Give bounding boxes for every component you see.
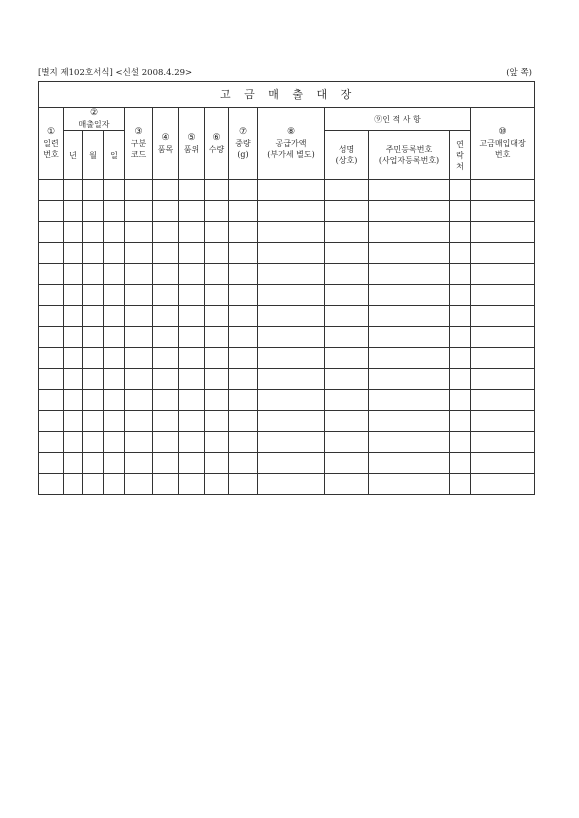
table-cell[interactable] <box>258 306 325 327</box>
table-cell[interactable] <box>450 243 471 264</box>
table-cell[interactable] <box>153 180 179 201</box>
table-cell[interactable] <box>179 201 205 222</box>
table-cell[interactable] <box>471 474 535 495</box>
table-cell[interactable] <box>153 453 179 474</box>
table-cell[interactable] <box>125 327 153 348</box>
table-cell[interactable] <box>64 264 83 285</box>
table-cell[interactable] <box>369 327 450 348</box>
table-cell[interactable] <box>369 264 450 285</box>
table-cell[interactable] <box>64 327 83 348</box>
table-cell[interactable] <box>369 390 450 411</box>
table-cell[interactable] <box>258 432 325 453</box>
table-cell[interactable] <box>39 306 64 327</box>
table-cell[interactable] <box>325 411 369 432</box>
table-cell[interactable] <box>325 222 369 243</box>
table-cell[interactable] <box>125 474 153 495</box>
table-cell[interactable] <box>450 474 471 495</box>
table-cell[interactable] <box>153 222 179 243</box>
ledger-table <box>38 81 535 495</box>
table-cell[interactable] <box>39 201 64 222</box>
table-cell[interactable] <box>369 348 450 369</box>
table-cell[interactable] <box>83 411 104 432</box>
table-cell[interactable] <box>83 348 104 369</box>
table-cell[interactable] <box>450 222 471 243</box>
table-cell[interactable] <box>64 222 83 243</box>
table-cell[interactable] <box>229 411 258 432</box>
table-cell[interactable] <box>325 348 369 369</box>
table-cell[interactable] <box>104 222 125 243</box>
table-cell[interactable] <box>179 411 205 432</box>
table-row <box>39 348 535 369</box>
header-sale-date: ② 매출일자 <box>64 108 125 131</box>
table-cell[interactable] <box>450 180 471 201</box>
table-cell[interactable] <box>83 201 104 222</box>
table-cell[interactable] <box>325 264 369 285</box>
table-cell[interactable] <box>325 201 369 222</box>
table-cell[interactable] <box>205 411 229 432</box>
table-cell[interactable] <box>39 369 64 390</box>
table-cell[interactable] <box>229 201 258 222</box>
table-cell[interactable] <box>325 285 369 306</box>
table-cell[interactable] <box>125 306 153 327</box>
table-cell[interactable] <box>104 453 125 474</box>
table-cell[interactable] <box>39 264 64 285</box>
table-cell[interactable] <box>39 180 64 201</box>
table-cell[interactable] <box>205 306 229 327</box>
table-cell[interactable] <box>153 411 179 432</box>
header-personal-info: ⑨인 적 사 항 <box>325 108 471 131</box>
table-cell[interactable] <box>205 201 229 222</box>
table-cell[interactable] <box>258 222 325 243</box>
table-cell[interactable] <box>205 327 229 348</box>
table-row <box>39 432 535 453</box>
table-cell[interactable] <box>258 369 325 390</box>
table-cell[interactable] <box>125 222 153 243</box>
table-cell[interactable] <box>179 348 205 369</box>
table-cell[interactable] <box>64 201 83 222</box>
table-cell[interactable] <box>179 474 205 495</box>
table-cell[interactable] <box>104 474 125 495</box>
table-cell[interactable] <box>83 474 104 495</box>
header-day: 일 <box>104 131 125 180</box>
table-cell[interactable] <box>153 201 179 222</box>
table-cell[interactable] <box>205 180 229 201</box>
table-cell[interactable] <box>153 243 179 264</box>
table-cell[interactable] <box>258 411 325 432</box>
table-cell[interactable] <box>64 411 83 432</box>
table-cell[interactable] <box>153 369 179 390</box>
table-cell[interactable] <box>125 432 153 453</box>
table-cell[interactable] <box>179 180 205 201</box>
table-cell[interactable] <box>450 306 471 327</box>
table-cell[interactable] <box>471 243 535 264</box>
table-cell[interactable] <box>104 180 125 201</box>
table-cell[interactable] <box>450 348 471 369</box>
table-cell[interactable] <box>325 432 369 453</box>
table-cell[interactable] <box>325 390 369 411</box>
table-cell[interactable] <box>104 201 125 222</box>
header-serial-number: ① 일련 번호 <box>39 108 64 180</box>
table-cell[interactable] <box>205 348 229 369</box>
table-cell[interactable] <box>39 432 64 453</box>
table-row <box>39 285 535 306</box>
table-cell[interactable] <box>205 285 229 306</box>
ledger-body <box>39 180 535 495</box>
table-cell[interactable] <box>258 264 325 285</box>
table-cell[interactable] <box>64 306 83 327</box>
table-cell[interactable] <box>369 222 450 243</box>
table-cell[interactable] <box>83 180 104 201</box>
header-purchase-ledger-number: ⑩ 고금매입대장 번호 <box>471 108 535 180</box>
table-cell[interactable] <box>369 369 450 390</box>
table-cell[interactable] <box>125 369 153 390</box>
table-cell[interactable] <box>179 432 205 453</box>
table-cell[interactable] <box>471 222 535 243</box>
table-cell[interactable] <box>205 264 229 285</box>
table-cell[interactable] <box>229 369 258 390</box>
table-cell[interactable] <box>229 285 258 306</box>
table-cell[interactable] <box>369 243 450 264</box>
table-cell[interactable] <box>179 285 205 306</box>
table-cell[interactable] <box>153 348 179 369</box>
table-cell[interactable] <box>325 369 369 390</box>
page-header <box>38 67 534 79</box>
table-cell[interactable] <box>229 348 258 369</box>
table-cell[interactable] <box>450 201 471 222</box>
table-row <box>39 222 535 243</box>
header-quantity: ⑥ 수량 <box>205 108 229 180</box>
table-cell[interactable] <box>450 390 471 411</box>
table-cell[interactable] <box>104 432 125 453</box>
table-cell[interactable] <box>258 390 325 411</box>
table-row <box>39 327 535 348</box>
table-cell[interactable] <box>258 474 325 495</box>
table-cell[interactable] <box>325 243 369 264</box>
table-cell[interactable] <box>205 222 229 243</box>
table-cell[interactable] <box>83 327 104 348</box>
table-cell[interactable] <box>83 264 104 285</box>
table-cell[interactable] <box>104 327 125 348</box>
header-supply-value: ⑧ 공급가액 (부가세 별도) <box>258 108 325 180</box>
table-cell[interactable] <box>369 411 450 432</box>
table-cell[interactable] <box>258 285 325 306</box>
table-cell[interactable] <box>229 327 258 348</box>
header-name: 성명 (상호) <box>325 131 369 180</box>
page-side-label: (앞 쪽) <box>506 68 532 78</box>
table-row <box>39 474 535 495</box>
table-cell[interactable] <box>83 243 104 264</box>
form-identifier: [별지 제102호서식] <신설 2008.4.29> <box>38 68 193 78</box>
table-cell[interactable] <box>39 348 64 369</box>
table-cell[interactable] <box>153 474 179 495</box>
table-cell[interactable] <box>83 369 104 390</box>
table-cell[interactable] <box>325 180 369 201</box>
table-cell[interactable] <box>258 243 325 264</box>
table-cell[interactable] <box>471 348 535 369</box>
table-cell[interactable] <box>104 243 125 264</box>
table-cell[interactable] <box>125 243 153 264</box>
header-category-code: ③ 구분 코드 <box>125 108 153 180</box>
table-cell[interactable] <box>325 474 369 495</box>
table-cell[interactable] <box>179 222 205 243</box>
table-cell[interactable] <box>258 180 325 201</box>
table-cell[interactable] <box>229 306 258 327</box>
table-cell[interactable] <box>83 432 104 453</box>
table-cell[interactable] <box>471 327 535 348</box>
table-cell[interactable] <box>229 453 258 474</box>
table-cell[interactable] <box>471 306 535 327</box>
table-cell[interactable] <box>153 306 179 327</box>
table-cell[interactable] <box>39 222 64 243</box>
table-cell[interactable] <box>39 411 64 432</box>
table-cell[interactable] <box>64 390 83 411</box>
table-cell[interactable] <box>450 264 471 285</box>
table-cell[interactable] <box>471 432 535 453</box>
table-cell[interactable] <box>153 264 179 285</box>
table-cell[interactable] <box>369 453 450 474</box>
table-cell[interactable] <box>471 453 535 474</box>
table-cell[interactable] <box>179 453 205 474</box>
table-cell[interactable] <box>125 411 153 432</box>
header-month: 월 <box>83 131 104 180</box>
table-row <box>39 180 535 201</box>
table-row <box>39 411 535 432</box>
table-cell[interactable] <box>39 327 64 348</box>
table-cell[interactable] <box>39 285 64 306</box>
table-row <box>39 390 535 411</box>
table-cell[interactable] <box>205 243 229 264</box>
table-cell[interactable] <box>153 432 179 453</box>
table-cell[interactable] <box>471 201 535 222</box>
table-cell[interactable] <box>450 285 471 306</box>
table-cell[interactable] <box>258 453 325 474</box>
table-cell[interactable] <box>229 264 258 285</box>
table-cell[interactable] <box>229 180 258 201</box>
table-cell[interactable] <box>64 453 83 474</box>
table-cell[interactable] <box>179 369 205 390</box>
table-cell[interactable] <box>471 285 535 306</box>
table-cell[interactable] <box>104 369 125 390</box>
table-cell[interactable] <box>39 243 64 264</box>
table-cell[interactable] <box>450 369 471 390</box>
table-row <box>39 201 535 222</box>
table-cell[interactable] <box>64 243 83 264</box>
table-cell[interactable] <box>369 474 450 495</box>
table-cell[interactable] <box>104 306 125 327</box>
table-cell[interactable] <box>125 285 153 306</box>
table-cell[interactable] <box>450 453 471 474</box>
table-cell[interactable] <box>325 306 369 327</box>
table-cell[interactable] <box>179 306 205 327</box>
table-cell[interactable] <box>258 327 325 348</box>
table-row <box>39 306 535 327</box>
form-title: 고 금 매 출 대 장 <box>39 82 535 108</box>
table-cell[interactable] <box>471 390 535 411</box>
table-cell[interactable] <box>369 432 450 453</box>
header-purity: ⑤ 품위 <box>179 108 205 180</box>
table-cell[interactable] <box>258 201 325 222</box>
table-cell[interactable] <box>179 264 205 285</box>
header-weight: ⑦ 중량 (g) <box>229 108 258 180</box>
table-cell[interactable] <box>64 369 83 390</box>
table-cell[interactable] <box>125 264 153 285</box>
table-cell[interactable] <box>83 453 104 474</box>
table-cell[interactable] <box>64 285 83 306</box>
table-cell[interactable] <box>450 432 471 453</box>
table-cell[interactable] <box>153 390 179 411</box>
table-cell[interactable] <box>205 390 229 411</box>
table-cell[interactable] <box>229 432 258 453</box>
table-cell[interactable] <box>104 411 125 432</box>
table-cell[interactable] <box>104 390 125 411</box>
table-cell[interactable] <box>83 285 104 306</box>
table-cell[interactable] <box>125 453 153 474</box>
table-cell[interactable] <box>179 390 205 411</box>
table-cell[interactable] <box>450 327 471 348</box>
table-cell[interactable] <box>83 390 104 411</box>
table-cell[interactable] <box>125 348 153 369</box>
table-cell[interactable] <box>125 390 153 411</box>
table-cell[interactable] <box>325 327 369 348</box>
table-cell[interactable] <box>64 432 83 453</box>
table-cell[interactable] <box>64 348 83 369</box>
table-cell[interactable] <box>471 411 535 432</box>
table-row <box>39 264 535 285</box>
table-cell[interactable] <box>104 348 125 369</box>
table-cell[interactable] <box>104 285 125 306</box>
table-cell[interactable] <box>179 243 205 264</box>
table-cell[interactable] <box>125 201 153 222</box>
table-cell[interactable] <box>39 474 64 495</box>
table-cell[interactable] <box>153 327 179 348</box>
table-cell[interactable] <box>125 180 153 201</box>
table-cell[interactable] <box>229 243 258 264</box>
table-cell[interactable] <box>229 390 258 411</box>
table-cell[interactable] <box>450 411 471 432</box>
table-cell[interactable] <box>179 327 205 348</box>
table-cell[interactable] <box>205 432 229 453</box>
table-cell[interactable] <box>229 222 258 243</box>
table-cell[interactable] <box>471 180 535 201</box>
table-cell[interactable] <box>104 264 125 285</box>
table-row <box>39 369 535 390</box>
table-cell[interactable] <box>39 453 64 474</box>
table-cell[interactable] <box>369 285 450 306</box>
table-cell[interactable] <box>258 348 325 369</box>
table-cell[interactable] <box>205 453 229 474</box>
table-cell[interactable] <box>369 180 450 201</box>
table-cell[interactable] <box>369 201 450 222</box>
table-cell[interactable] <box>205 369 229 390</box>
table-cell[interactable] <box>205 474 229 495</box>
table-cell[interactable] <box>229 474 258 495</box>
table-cell[interactable] <box>64 180 83 201</box>
table-cell[interactable] <box>83 306 104 327</box>
table-cell[interactable] <box>83 222 104 243</box>
table-cell[interactable] <box>39 390 64 411</box>
header-item: ④ 품목 <box>153 108 179 180</box>
header-year: 년 <box>64 131 83 180</box>
table-row <box>39 243 535 264</box>
table-row <box>39 453 535 474</box>
table-cell[interactable] <box>471 264 535 285</box>
table-cell[interactable] <box>369 306 450 327</box>
table-cell[interactable] <box>153 285 179 306</box>
table-cell[interactable] <box>325 453 369 474</box>
table-cell[interactable] <box>471 369 535 390</box>
header-resident-number: 주민등록번호 (사업자등록번호) <box>369 131 450 180</box>
header-contact: 연 락 처 <box>450 131 471 180</box>
table-cell[interactable] <box>64 474 83 495</box>
